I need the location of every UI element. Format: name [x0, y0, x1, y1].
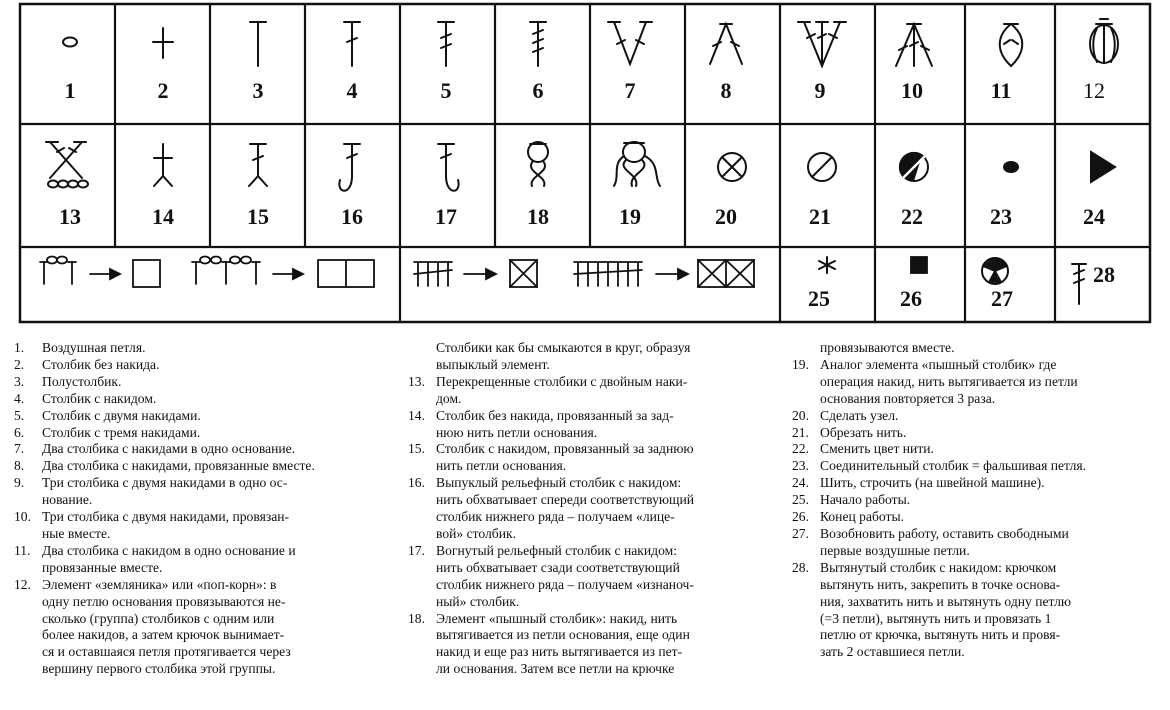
- two-dc-together-icon: [710, 24, 742, 64]
- sew-arrow-icon: [1091, 152, 1115, 182]
- legend-item-text: Столбик с тремя накидами.: [42, 424, 201, 440]
- legend-item-number: 7.: [14, 441, 25, 457]
- legend-item-text: Сделать узел.: [820, 407, 899, 423]
- legend-item: [14, 425, 394, 442]
- legend-item-number: 3.: [14, 373, 25, 389]
- legend-item-number: 14.: [408, 407, 425, 423]
- legend-item-text: Полустолбик.: [42, 373, 122, 389]
- symbol-number: 23: [990, 204, 1012, 229]
- symbol-number: 14: [152, 204, 174, 229]
- chain-to-block-icon: [40, 257, 160, 288]
- puff-stitch-3x-icon: [614, 142, 660, 186]
- legend-item-number: 6.: [14, 424, 25, 440]
- front-post-dc-icon: [339, 144, 360, 191]
- legend-item-number: 13.: [408, 373, 425, 389]
- legend-item-text: Сменить цвет нити.: [820, 441, 934, 457]
- sc-back-loop-icon: [154, 144, 172, 186]
- legend-item-number: 9.: [14, 475, 25, 491]
- chain-stitch-icon: [63, 38, 77, 47]
- legend-item-number: 27.: [792, 525, 809, 541]
- legend-item-number: 18.: [408, 610, 425, 626]
- symbol-chart: [0, 0, 1170, 330]
- symbol-number: 17: [435, 204, 457, 229]
- dc-to-filled-block-icon: [414, 260, 537, 287]
- legend-item-text: Перекрещенные столбики с двойным наки- дом.: [436, 373, 688, 406]
- legend-item-text: Соединительный столбик = фальшивая петля.: [820, 458, 1087, 474]
- dc-back-loop-icon: [249, 144, 267, 186]
- legend-item: [792, 509, 1162, 526]
- symbol-number: 8: [720, 78, 732, 103]
- symbol-number: 24: [1083, 204, 1105, 229]
- puff-stitch-icon: [528, 142, 548, 186]
- three-tr-together-icon: [896, 24, 932, 66]
- legend-item-text: Элемент «земляника» или «поп-корн»: в одну петлю основания провязываются не- сколько (группа) столбиков с одним или более накидов, а затем крючок вынимает- ся и оставшаяся петля протягивается через вершину первого столбика этой группы.: [42, 576, 291, 677]
- treble-crochet-icon: [438, 22, 454, 66]
- start-work-icon: [819, 257, 835, 273]
- two-dc-base-together-icon: [1000, 24, 1023, 66]
- legend-item-text: Шить, строчить (на швейной машине).: [820, 475, 1045, 491]
- legend-item-text: Вытянутый столбик с накидом: крючком вытянуть нить, закрепить в точке основа- ния, захватить нить и вытянуть одну петлю (=3 петли), вытянуть нить и провязать 1 петлю от крючка, вытянуть нить и провя- зать 2 оставшиеся петли.: [820, 559, 1072, 660]
- symbol-number: 6: [532, 78, 544, 103]
- legend-item: [792, 425, 1162, 442]
- legend-item-number: 10.: [14, 509, 31, 525]
- legend-item-number: 25.: [792, 492, 809, 508]
- legend-item-number: 5.: [14, 407, 25, 423]
- crossed-stitches-icon: [46, 142, 88, 188]
- symbol-number: 3: [252, 78, 264, 103]
- symbol-number: 25: [808, 286, 830, 311]
- extended-dc-icon: [1072, 264, 1086, 304]
- legend-item: [14, 458, 394, 475]
- symbol-number: 12: [1083, 78, 1105, 103]
- legend-item-number: 8.: [14, 458, 25, 474]
- change-color-icon: [900, 153, 928, 181]
- symbol-number: 9: [814, 78, 826, 103]
- legend-item-text: Два столбика с накидами, провязанные вместе.: [42, 458, 315, 474]
- legend-item: [792, 492, 1162, 509]
- legend-item-number: 19.: [792, 356, 809, 372]
- legend-item: [14, 374, 394, 391]
- symbol-number: 28: [1093, 262, 1115, 287]
- legend-item: [14, 543, 394, 577]
- legend-item-text: Аналог элемента «пышный столбик» где операция накид, нить вытягивается из петли основания повторяется 3 раза.: [820, 356, 1078, 406]
- popcorn-stitch-icon: [1090, 19, 1118, 63]
- legend-item: [792, 408, 1162, 425]
- cut-thread-icon: [808, 153, 836, 181]
- legend-item-text: Столбик с накидом.: [42, 390, 157, 406]
- legend-item-number: 20.: [792, 407, 809, 423]
- legend-item-text: Столбик с двумя накидами.: [42, 407, 201, 423]
- legend-column-1: [14, 340, 394, 678]
- legend-item-text: Обрезать нить.: [820, 424, 907, 440]
- symbol-number: 10: [901, 78, 923, 103]
- resume-work-icon: [982, 258, 1008, 284]
- legend-column-2: [408, 340, 788, 678]
- end-work-icon: [911, 257, 927, 273]
- legend-item-text: Конец работы.: [820, 509, 905, 525]
- legend-item-text: Два столбика с накидами в одно основание.: [42, 441, 296, 457]
- legend-item-number: 17.: [408, 542, 425, 558]
- legend-item-number: 1.: [14, 340, 25, 355]
- legend-item-number: 15.: [408, 441, 425, 457]
- legend-item-number: 16.: [408, 475, 425, 491]
- legend-item-number: 22.: [792, 441, 809, 457]
- legend-item-text: Воздушная петля.: [42, 340, 146, 355]
- legend-item-number: 21.: [792, 424, 809, 440]
- symbol-number: 22: [901, 204, 923, 229]
- legend-item: [14, 340, 394, 357]
- legend-item-text: Выпуклый рельефный столбик с накидом: нить обхватывает спереди соответствующий столбик нижнего ряда – получаем «лице- вой» столбик.: [436, 475, 695, 541]
- legend-continuation: Столбики как бы смыкаются в круг, образуя выпыклый элемент.: [436, 340, 691, 372]
- legend-item-number: 28.: [792, 559, 809, 575]
- legend-item: [14, 357, 394, 374]
- legend-item-text: Два столбика с накидом в одно основание и провязанные вместе.: [42, 542, 296, 575]
- symbol-number: 2: [157, 78, 169, 103]
- legend-item: [792, 458, 1162, 475]
- back-post-dc-icon: [438, 144, 459, 191]
- legend-item: [408, 374, 788, 408]
- legend-item: [408, 475, 788, 543]
- legend-item: [792, 475, 1162, 492]
- legend-item: [792, 560, 1162, 661]
- legend-item-text: Возобновить работу, оставить свободными первые воздушные петли.: [820, 525, 1069, 558]
- double-crochet-icon: [344, 22, 360, 66]
- legend-item-text: Вогнутый рельефный столбик с накидом: нить обхватывает сзади соответствующий столбик нижнего ряда – получаем «изнаноч- ный» столбик.: [436, 542, 694, 609]
- legend-item-number: 2.: [14, 356, 25, 372]
- legend-item-text: Три столбика с двумя накидами в одно ос- нование.: [42, 475, 288, 508]
- single-crochet-icon: [153, 28, 173, 58]
- legend-item: [14, 441, 394, 458]
- legend-item: [408, 441, 788, 475]
- legend-item: [14, 475, 394, 509]
- legend-item: [14, 408, 394, 425]
- symbol-number: 16: [341, 204, 363, 229]
- chain-to-two-blocks-icon: [192, 257, 374, 288]
- legend-item: [14, 391, 394, 408]
- symbol-number: 5: [440, 78, 452, 103]
- symbol-number: 20: [715, 204, 737, 229]
- knot-icon: [718, 153, 746, 181]
- legend-item-number: 11.: [14, 542, 31, 558]
- symbol-number: 15: [247, 204, 269, 229]
- legend-column-3: [792, 340, 1162, 661]
- symbol-number: 7: [624, 78, 636, 103]
- symbol-number: 13: [59, 204, 81, 229]
- three-tr-same-base-icon: [798, 22, 846, 66]
- legend-item-text: Столбик с накидом, провязанный за заднюю нить петли основания.: [436, 441, 694, 474]
- symbol-number: 1: [64, 78, 76, 103]
- legend-item-text: Столбик без накида.: [42, 356, 160, 372]
- legend-item: [408, 408, 788, 442]
- symbol-number: 4: [346, 78, 358, 103]
- legend-item: [408, 611, 788, 679]
- legend-continuation: провязываются вместе.: [820, 340, 955, 355]
- symbol-number: 19: [619, 204, 641, 229]
- double-treble-icon: [530, 22, 546, 66]
- legend-item: [792, 357, 1162, 408]
- symbol-number: 18: [527, 204, 549, 229]
- legend-item: [792, 441, 1162, 458]
- legend-item-number: 4.: [14, 390, 25, 406]
- legend-item-text: Начало работы.: [820, 492, 911, 508]
- legend-item: [14, 577, 394, 678]
- legend-item-text: Три столбика с двумя накидами, провязан- ные вместе.: [42, 509, 290, 541]
- legend-item-number: 23.: [792, 458, 809, 474]
- symbol-number: 11: [990, 78, 1012, 103]
- two-dc-same-base-icon: [608, 22, 652, 64]
- legend-item-text: Столбик без накида, провязанный за зад- нюю нить петли основания.: [436, 407, 674, 440]
- legend-item-text: Элемент «пышный столбик»: накид, нить вытягивается из петли основания, еще один накид и еще раз нить вытягивается из пет- ли основания. Затем все петли на крючке: [436, 610, 690, 677]
- half-double-crochet-icon: [250, 22, 266, 66]
- dc-to-two-filled-blocks-icon: [574, 260, 754, 287]
- legend-item-number: 24.: [792, 475, 809, 491]
- slip-stitch-icon: [1004, 162, 1018, 172]
- symbol-number: 27: [991, 286, 1013, 311]
- symbol-number: 26: [900, 286, 922, 311]
- legend-item: [792, 526, 1162, 560]
- legend-item: [14, 509, 394, 543]
- legend-item: [408, 543, 788, 611]
- symbol-number: 21: [809, 204, 831, 229]
- legend-item-number: 26.: [792, 509, 809, 525]
- legend-item-number: 12.: [14, 576, 31, 592]
